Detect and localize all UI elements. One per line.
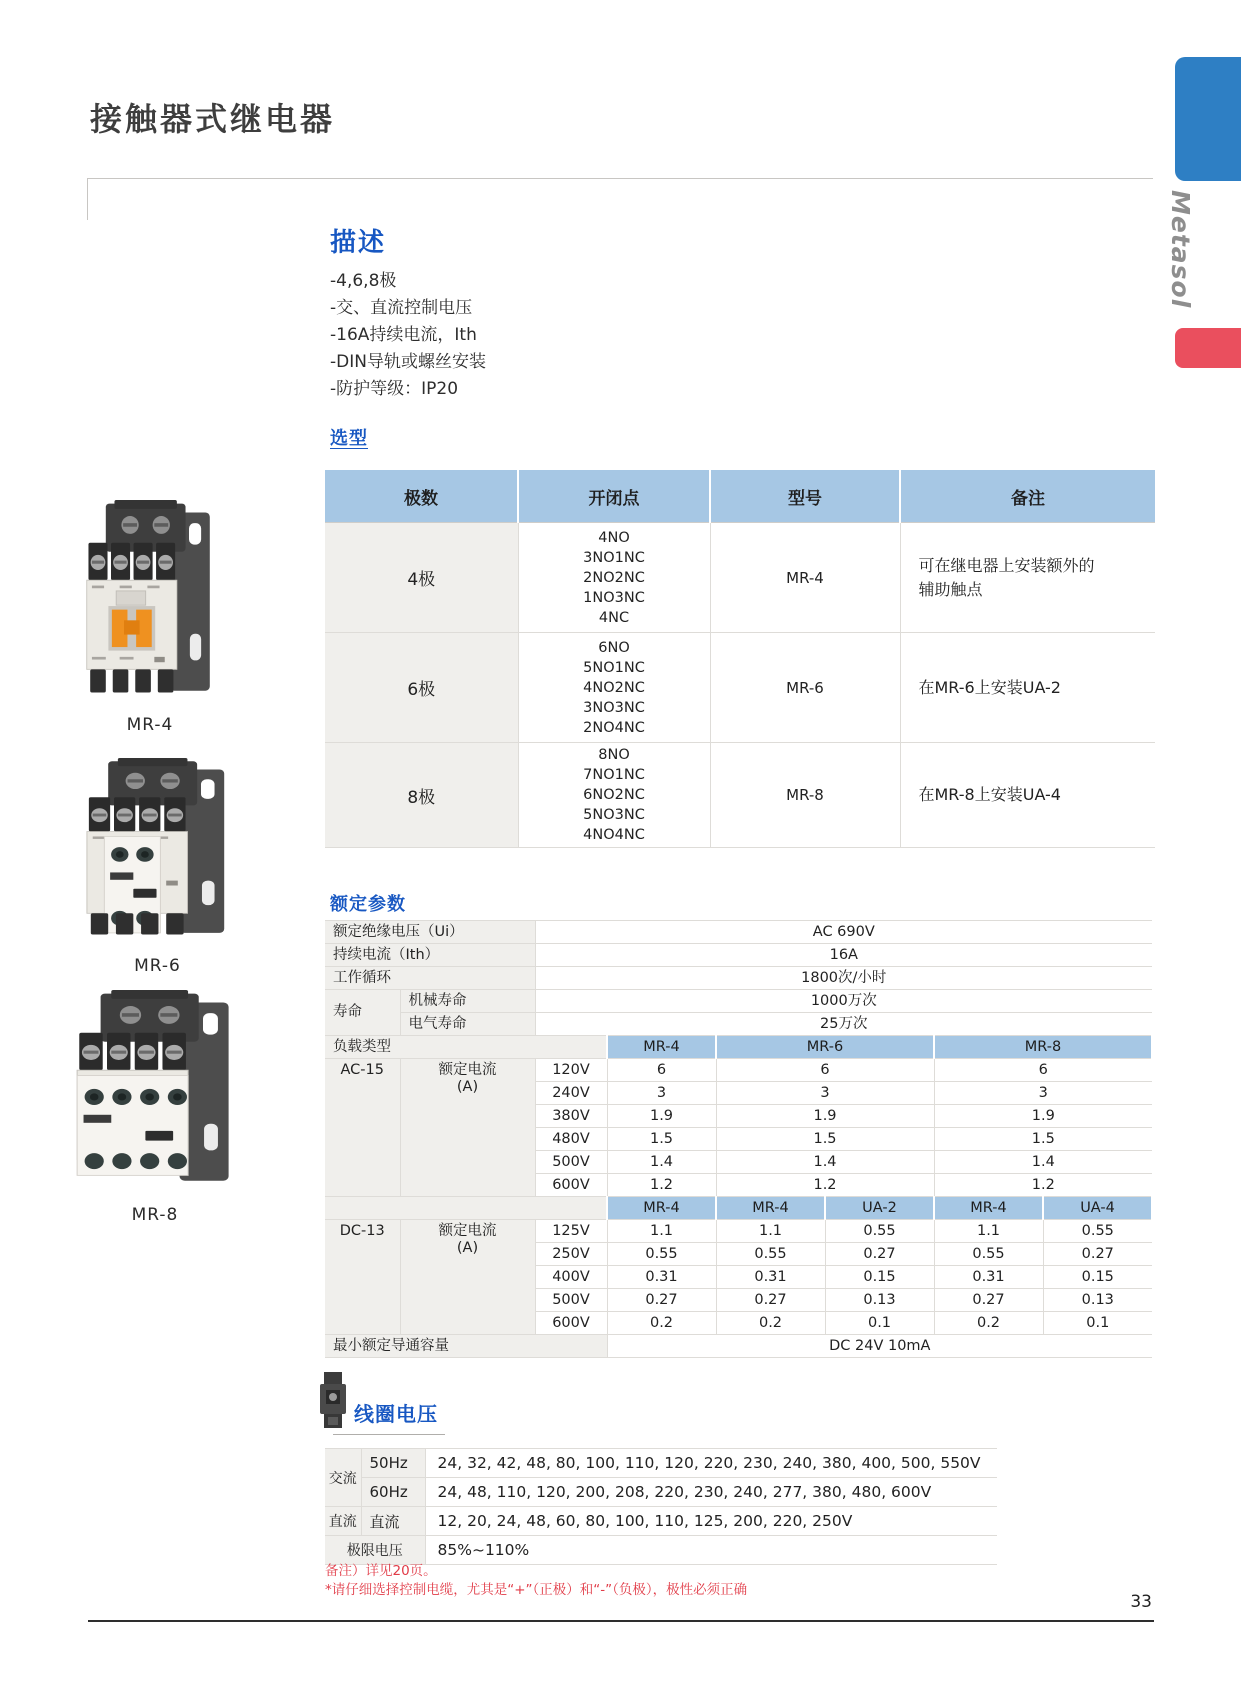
poles-cell: 6极 xyxy=(325,633,518,743)
current-value: 0.31 xyxy=(607,1266,716,1289)
coil-group-dc: 直流 xyxy=(325,1507,361,1536)
coil-icon-graphic xyxy=(318,1372,348,1430)
current-value: 1.1 xyxy=(716,1220,825,1243)
product-photo-mr-4 xyxy=(85,690,215,709)
ratings-row xyxy=(325,1335,1152,1358)
selection-row xyxy=(325,633,1155,743)
current-value: 1.1 xyxy=(934,1220,1043,1243)
product-photo-mr-6 xyxy=(85,931,230,950)
current-value: 0.31 xyxy=(716,1266,825,1289)
voltage-cell: 250V xyxy=(535,1243,607,1266)
model-band-cell: UA-2 xyxy=(825,1197,934,1220)
voltage-cell: 600V xyxy=(535,1174,607,1197)
current-value: 0.55 xyxy=(825,1220,934,1243)
ratings-row xyxy=(325,1220,1152,1243)
cell-line: 3NO3NC xyxy=(583,699,645,716)
current-value: 0.27 xyxy=(1043,1243,1152,1266)
cell-line: 4NO xyxy=(598,529,630,546)
remark-cell: 可在继电器上安装额外的辅助触点 xyxy=(900,523,1155,633)
current-value: 0.2 xyxy=(716,1312,825,1335)
rating-value: 16A xyxy=(535,944,1152,967)
coil-section-icon xyxy=(318,1372,348,1434)
model-band-cell: MR-8 xyxy=(934,1036,1152,1059)
selection-table xyxy=(325,470,1155,848)
min-capacity-value: DC 24V 10mA xyxy=(607,1335,1152,1358)
brand-vertical-label: Metasol xyxy=(1166,190,1195,309)
model-band-cell: MR-6 xyxy=(716,1036,934,1059)
ratings-row xyxy=(325,1197,1152,1220)
description-bullet: -交、直流控制电压 xyxy=(330,298,473,318)
ratings-table-wrap xyxy=(325,920,1153,1358)
rating-sublabel: 机械寿命 xyxy=(400,990,535,1013)
coil-frequency: 60Hz xyxy=(361,1478,425,1507)
current-value: 0.31 xyxy=(934,1266,1043,1289)
current-value: 1.4 xyxy=(934,1151,1152,1174)
coil-heading-underline xyxy=(333,1434,445,1435)
coil-voltage-table xyxy=(325,1448,997,1565)
selection-header-row xyxy=(325,470,1155,523)
ratings-row xyxy=(325,967,1152,990)
product-photo-mr-8 xyxy=(75,1180,235,1199)
contacts-cell xyxy=(518,633,710,743)
current-value: 1.2 xyxy=(716,1174,934,1197)
rated-current-label xyxy=(400,1220,535,1335)
current-value: 0.27 xyxy=(825,1243,934,1266)
contactor-illustration xyxy=(75,990,235,1195)
utilization-category: AC-15 xyxy=(325,1059,400,1197)
current-value: 1.9 xyxy=(607,1105,716,1128)
current-value: 0.55 xyxy=(716,1243,825,1266)
current-value: 0.2 xyxy=(607,1312,716,1335)
current-value: 0.55 xyxy=(607,1243,716,1266)
voltage-cell: 240V xyxy=(535,1082,607,1105)
cell-line: 1NO3NC xyxy=(583,589,645,606)
description-bullets xyxy=(330,268,486,403)
selection-column-header: 备注 xyxy=(900,470,1155,523)
contacts-cell xyxy=(518,523,710,633)
current-value: 0.1 xyxy=(1043,1312,1152,1335)
selection-row xyxy=(325,523,1155,633)
limit-voltage-label: 极限电压 xyxy=(325,1536,425,1565)
coil-frequency: 50Hz xyxy=(361,1449,425,1478)
rated-current-label xyxy=(400,1059,535,1197)
rating-value: 25万次 xyxy=(535,1013,1152,1036)
product-block-mr-8 xyxy=(75,990,235,1225)
current-value: 1.4 xyxy=(716,1151,934,1174)
cell-line: 2NO2NC xyxy=(583,569,645,586)
poles-cell: 8极 xyxy=(325,743,518,848)
ratings-body xyxy=(325,921,1152,1358)
current-value: 0.15 xyxy=(825,1266,934,1289)
current-value: 1.5 xyxy=(934,1128,1152,1151)
description-bullet: -防护等级：IP20 xyxy=(330,379,459,399)
content-frame-top-border xyxy=(87,178,1153,179)
min-capacity-label: 最小额定导通容量 xyxy=(325,1335,607,1358)
rating-value: 1000万次 xyxy=(535,990,1152,1013)
coil-row xyxy=(325,1536,997,1565)
model-band-cell: MR-4 xyxy=(607,1036,716,1059)
coil-row xyxy=(325,1449,997,1478)
selection-column-header: 极数 xyxy=(325,470,518,523)
coil-row xyxy=(325,1507,997,1536)
current-value: 3 xyxy=(716,1082,934,1105)
current-value: 1.5 xyxy=(716,1128,934,1151)
voltage-cell: 125V xyxy=(535,1220,607,1243)
current-value: 0.55 xyxy=(1043,1220,1152,1243)
voltage-cell: 120V xyxy=(535,1059,607,1082)
current-value: 6 xyxy=(934,1059,1152,1082)
coil-voltages: 24, 32, 42, 48, 80, 100, 110, 120, 220, 230, 240, 380, 400, 500, 550V xyxy=(425,1449,997,1478)
model-band-cell: UA-4 xyxy=(1043,1197,1152,1220)
voltage-cell: 500V xyxy=(535,1289,607,1312)
current-value: 0.13 xyxy=(825,1289,934,1312)
section-tab-red xyxy=(1175,328,1241,368)
contactor-illustration xyxy=(85,758,230,946)
ratings-table xyxy=(325,920,1153,1358)
model-cell: MR-4 xyxy=(710,523,900,633)
cell-line: 6NO xyxy=(598,639,630,656)
utilization-category: DC-13 xyxy=(325,1220,400,1335)
current-value: 0.2 xyxy=(934,1312,1043,1335)
cell-line: (A) xyxy=(456,1078,479,1095)
selection-body xyxy=(325,523,1155,848)
selection-table-wrap xyxy=(325,470,1155,848)
cell-line: 6NO2NC xyxy=(583,787,645,803)
model-cell: MR-6 xyxy=(710,633,900,743)
empty-label xyxy=(325,1197,607,1220)
current-value: 6 xyxy=(607,1059,716,1082)
ratings-row xyxy=(325,921,1152,944)
product-label: MR-4 xyxy=(126,715,174,735)
model-band-cell: MR-4 xyxy=(607,1197,716,1220)
cell-line: 额定电流 xyxy=(438,1223,497,1239)
selection-column-header: 型号 xyxy=(710,470,900,523)
ratings-row xyxy=(325,990,1152,1013)
product-block-mr-4 xyxy=(85,500,215,735)
rating-label: 持续电流（Ith） xyxy=(325,944,535,967)
cell-line: 8NO xyxy=(598,747,630,763)
coil-heading: 线圈电压 xyxy=(354,1402,438,1426)
footnotes xyxy=(325,1562,747,1600)
cell-line: 3NO1NC xyxy=(583,549,645,566)
ratings-row xyxy=(325,1059,1152,1082)
coil-voltages: 12, 20, 24, 48, 60, 80, 100, 110, 125, 200, 220, 250V xyxy=(425,1507,997,1536)
voltage-cell: 400V xyxy=(535,1266,607,1289)
load-type-label: 负载类型 xyxy=(325,1036,607,1059)
rating-label: 额定绝缘电压（Ui） xyxy=(325,921,535,944)
description-bullet: -4,6,8极 xyxy=(330,271,397,291)
cell-line: 7NO1NC xyxy=(583,767,645,783)
current-value: 1.5 xyxy=(607,1128,716,1151)
current-value: 0.13 xyxy=(1043,1289,1152,1312)
voltage-cell: 480V xyxy=(535,1128,607,1151)
current-value: 1.2 xyxy=(607,1174,716,1197)
coil-body xyxy=(325,1449,997,1565)
cell-line: (A) xyxy=(456,1239,479,1256)
voltage-cell: 500V xyxy=(535,1151,607,1174)
model-band-cell: MR-4 xyxy=(716,1197,825,1220)
coil-table-wrap xyxy=(325,1448,997,1565)
coil-group-ac: 交流 xyxy=(325,1449,361,1507)
content-frame-left-border xyxy=(87,178,88,220)
current-value: 1.1 xyxy=(607,1220,716,1243)
limit-voltage-value: 85%~110% xyxy=(425,1536,997,1565)
current-value: 0.15 xyxy=(1043,1266,1152,1289)
cell-line: 5NO3NC xyxy=(583,807,645,823)
ratings-heading: 额定参数 xyxy=(330,894,406,915)
current-value: 3 xyxy=(934,1082,1152,1105)
current-value: 3 xyxy=(607,1082,716,1105)
rating-value: AC 690V xyxy=(535,921,1152,944)
current-value: 1.9 xyxy=(934,1105,1152,1128)
footnote-line: *请仔细选择控制电缆，尤其是“+”（正极）和“-”（负极），极性必须正确 xyxy=(325,1582,748,1598)
rating-sublabel: 电气寿命 xyxy=(400,1013,535,1036)
model-band-cell: MR-4 xyxy=(934,1197,1043,1220)
poles-cell: 4极 xyxy=(325,523,518,633)
current-value: 6 xyxy=(716,1059,934,1082)
cell-line: 4NO2NC xyxy=(583,679,645,696)
remark-cell: 在MR-8上安装UA-4 xyxy=(900,743,1155,848)
product-block-mr-6 xyxy=(85,758,230,976)
footer-rule xyxy=(88,1620,1154,1622)
selection-heading: 选型 xyxy=(330,428,368,449)
contacts-cell xyxy=(518,743,710,848)
rating-value: 1800次/小时 xyxy=(535,967,1152,990)
coil-voltages: 24, 48, 110, 120, 200, 208, 220, 230, 240, 277, 380, 480, 600V xyxy=(425,1478,997,1507)
footnote-line: 备注）详见20页。 xyxy=(325,1563,437,1579)
current-value: 0.1 xyxy=(825,1312,934,1335)
cell-line: 额定电流 xyxy=(438,1062,497,1078)
ratings-row xyxy=(325,1036,1152,1059)
coil-row xyxy=(325,1478,997,1507)
voltage-cell: 600V xyxy=(535,1312,607,1335)
voltage-cell: 380V xyxy=(535,1105,607,1128)
section-tab-blue xyxy=(1175,57,1241,181)
page-number: 33 xyxy=(1130,1592,1152,1612)
contactor-illustration xyxy=(85,500,215,705)
page-title: 接触器式继电器 xyxy=(90,100,336,138)
model-cell: MR-8 xyxy=(710,743,900,848)
selection-column-header: 开闭点 xyxy=(518,470,710,523)
ratings-row xyxy=(325,1013,1152,1036)
current-value: 1.9 xyxy=(716,1105,934,1128)
product-label: MR-6 xyxy=(134,956,181,976)
remark-cell: 在MR-6上安装UA-2 xyxy=(900,633,1155,743)
cell-line: 2NO4NC xyxy=(583,719,645,736)
current-value: 0.55 xyxy=(934,1243,1043,1266)
description-heading: 描述 xyxy=(330,228,387,258)
rating-label: 工作循环 xyxy=(325,967,535,990)
coil-frequency: 直流 xyxy=(361,1507,425,1536)
cell-line: 4NC xyxy=(598,609,630,626)
description-bullet: -DIN导轨或螺丝安装 xyxy=(330,352,486,372)
product-label: MR-8 xyxy=(131,1205,179,1225)
current-value: 1.2 xyxy=(934,1174,1152,1197)
current-value: 0.27 xyxy=(607,1289,716,1312)
cell-line: 4NO4NC xyxy=(583,827,645,843)
cell-line: 5NO1NC xyxy=(583,659,645,676)
ratings-row xyxy=(325,944,1152,967)
description-bullet: -16A持续电流，Ith xyxy=(330,325,477,345)
current-value: 1.4 xyxy=(607,1151,716,1174)
current-value: 0.27 xyxy=(716,1289,825,1312)
selection-row xyxy=(325,743,1155,848)
rating-label: 寿命 xyxy=(325,990,400,1036)
current-value: 0.27 xyxy=(934,1289,1043,1312)
